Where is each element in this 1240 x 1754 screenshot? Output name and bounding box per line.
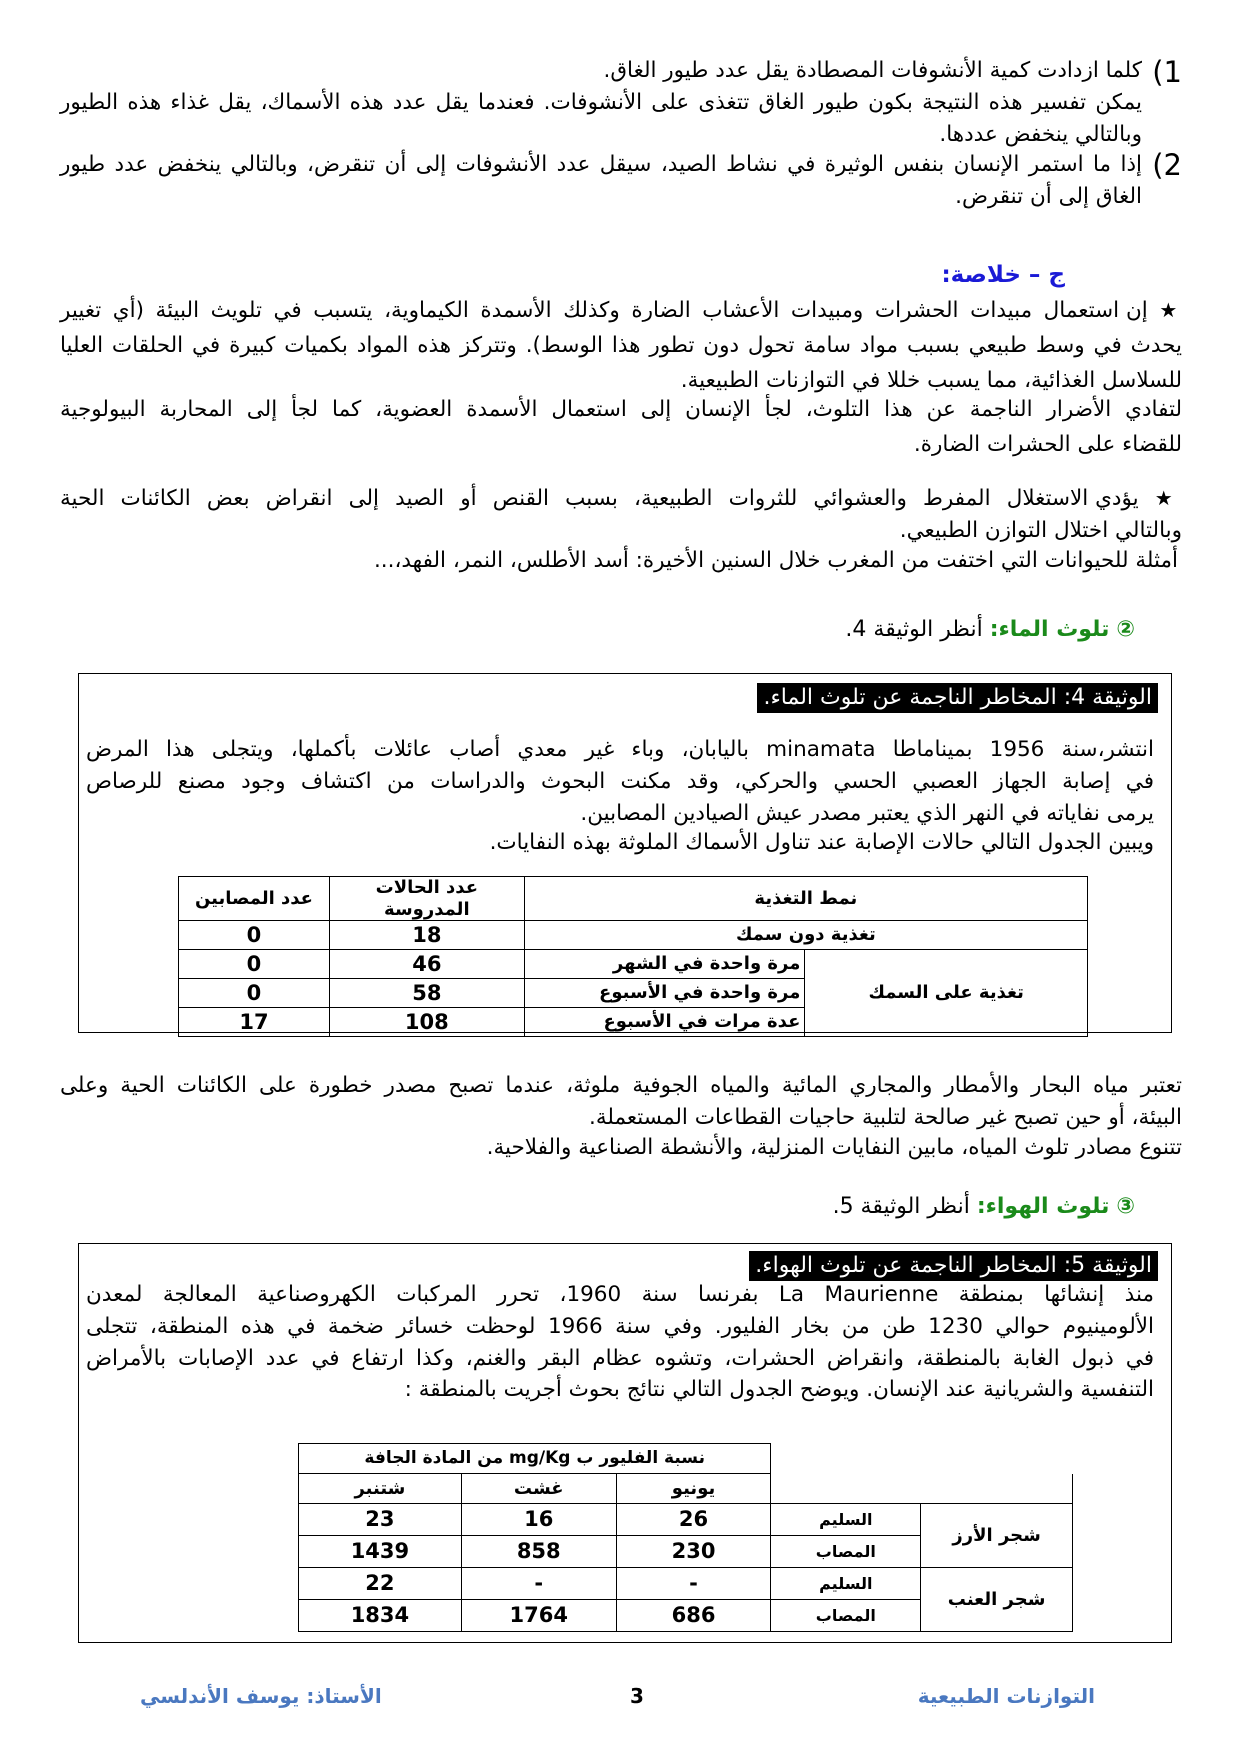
- text-line: وبالتالي اختلال التوازن الطبيعي.: [899, 517, 1182, 543]
- table-cell: شجر العنب: [921, 1568, 1073, 1632]
- text-line: البيئة، أو حين تصبح غير صالحة لتلبية حاجيات القطاعات المستعملة.: [589, 1104, 1182, 1130]
- section-title: تلوث الماء:: [989, 617, 1110, 642]
- text-line: لتفادي الأضرار الناجمة عن هذا التلوث، لجأ الإنسان إلى استعمال الأسمدة العضوية، كما لجأ إلى المحاربة البيولوجية: [60, 397, 1182, 423]
- table-header: عدد الحالات المدروسة: [329, 877, 524, 921]
- document-reference: أنظر الوثيقة 5.: [832, 1194, 970, 1219]
- text-line: يرمى نفاياته في النهر الذي يعتبر مصدر عيش الصيادين المصابين.: [580, 800, 1154, 826]
- table-cell: مرة واحدة في الأسبوع: [524, 979, 805, 1008]
- text-line: يحدث في وسط طبيعي بسبب مواد سامة تحول دون تطور هذا الوسط). وتتركز هذه المواد بكميات كبيرة في الحلقات العليا: [60, 332, 1182, 358]
- text-line: الغاق إلى أن تنقرض.: [955, 183, 1142, 209]
- item-number-1: 1): [1152, 55, 1182, 89]
- table-cell: المصاب: [771, 1600, 921, 1632]
- text-line: تتنوع مصادر تلوث المياه، مابين النفايات المنزلية، والأنشطة الصناعية والفلاحية.: [486, 1134, 1182, 1160]
- text-line: أمثلة للحيوانات التي اختفت من المغرب خلال السنين الأخيرة: أسد الأطلس، النمر، الفهد،...: [373, 547, 1178, 573]
- table-cell: 58: [329, 979, 524, 1008]
- text-line: إذا ما استمر الإنسان بنفس الوثيرة في نشاط الصيد، سيقل عدد الأنشوفات إلى أن تنقرض، وبالتالي ينخفض عدد طيور: [60, 152, 1142, 177]
- summary-paragraph-2: [60, 486, 1182, 573]
- item-number-2: 2): [1152, 148, 1182, 182]
- summary-heading: ج – خلاصة:: [941, 262, 1065, 288]
- table-header: عدد المصابين: [179, 877, 330, 921]
- text-line: يمكن تفسير هذه النتيجة بكون طيور الغاق تتغذى على الأنشوفات. فعندما يقل عدد هذه الأسماك، يقل غذاء هذه الطيور: [60, 89, 1142, 115]
- table-cell: 1834: [299, 1600, 462, 1632]
- document-4-title: الوثيقة 4: المخاطر الناجمة عن تلوث الماء.: [757, 683, 1158, 713]
- text-line: انتشر،سنة 1956 بميناماطا minamata باليابان، وباء غير معدي أصاب عائلات بأكملها، ويتجلى هذا المرض: [86, 737, 1154, 762]
- page-number: 3: [630, 1684, 644, 1708]
- table-header: يونيو: [616, 1474, 771, 1504]
- table-cell: 22: [299, 1568, 462, 1600]
- table-header: غشت: [461, 1474, 616, 1504]
- text-line: يؤدي الاستغلال المفرط والعشوائي للثروات الطبيعية، بسبب القنص أو الصيد إلى انقراض بعض الكائنات الحية: [60, 486, 1139, 511]
- text-line: كلما ازدادت كمية الأنشوفات المصطادة يقل عدد طيور الغاق.: [603, 58, 1142, 83]
- text-line: التنفسية والشريانية عند الإنسان. ويوضح الجدول التالي نتائج بحوث أجريت بالمنطقة :: [404, 1377, 1154, 1403]
- water-conclusion: [60, 1073, 1182, 1160]
- table-cell: السليم: [771, 1504, 921, 1536]
- document-reference: أنظر الوثيقة 4.: [845, 617, 983, 642]
- marker-3-icon: ③: [1116, 1194, 1135, 1219]
- footer-teacher-name: الأستاذ: يوسف الأندلسي: [140, 1684, 382, 1708]
- text-line: للسلاسل الغذائية، مما يسبب خللا في التوازنات الطبيعية.: [680, 367, 1182, 393]
- table-cell: 46: [329, 950, 524, 979]
- table-cell: 17: [179, 1008, 330, 1037]
- table-cell: 1439: [299, 1536, 462, 1568]
- table-cell: عدة مرات في الأسبوع: [524, 1008, 805, 1037]
- table-cell: 0: [179, 921, 330, 950]
- table-cell: السليم: [771, 1568, 921, 1600]
- table-cell: 18: [329, 921, 524, 950]
- section-title: تلوث الهواء:: [976, 1194, 1110, 1219]
- table-cell: 686: [616, 1600, 771, 1632]
- table-cell: 23: [299, 1504, 462, 1536]
- air-results-table: [298, 1443, 1073, 1632]
- text-line: منذ إنشائها بمنطقة La Maurienne بفرنسا سنة 1960، تحرر المركبات الكهروصناعية المعالجة لمعدن: [86, 1282, 1154, 1307]
- text-line: وبالتالي ينخفض عددها.: [939, 121, 1142, 147]
- table-cell: -: [616, 1568, 771, 1600]
- table-cell: 858: [461, 1536, 616, 1568]
- table-cell: تغذية على السمك: [805, 950, 1088, 1037]
- document-5-title: الوثيقة 5: المخاطر الناجمة عن تلوث الهواء.: [749, 1251, 1158, 1281]
- table-header: شتنبر: [299, 1474, 462, 1504]
- table-cell: 108: [329, 1008, 524, 1037]
- table-cell: 16: [461, 1504, 616, 1536]
- table-cell: -: [461, 1568, 616, 1600]
- table-cell: المصاب: [771, 1536, 921, 1568]
- text-line: في ذبول الغابة بالمنطقة، وانقراض الحشرات، وتشوه عظام البقر والغنم، وكذا ارتفاع في عدد الإصابات بالأمراض: [86, 1345, 1154, 1371]
- table-cell: 0: [179, 979, 330, 1008]
- water-results-table: [178, 876, 1088, 1037]
- table-cell: مرة واحدة في الشهر: [524, 950, 805, 979]
- table-cell: 0: [179, 950, 330, 979]
- table-cell: شجر الأرز: [921, 1504, 1073, 1568]
- star-icon: ★: [1154, 486, 1182, 510]
- text-line: إن استعمال مبيدات الحشرات ومبيدات الأعشاب الضارة وكذلك الأسمدة الكيماوية، يتسبب في تلويث البيئة (أي تغيير: [60, 298, 1148, 323]
- text-line: تعتبر مياه البحار والأمطار والمجاري المائية والمياه الجوفية ملوثة، عندما تصبح مصدر خطورة على الكائنات الحية وعلى: [60, 1073, 1182, 1098]
- document-4-text: [86, 737, 1154, 856]
- table-cell: 1764: [461, 1600, 616, 1632]
- footer-course-title: التوازنات الطبيعية: [917, 1684, 1095, 1708]
- water-heading: [60, 617, 1135, 643]
- star-icon: ★: [1159, 298, 1183, 322]
- text-line: الألومينيوم حوالي 1230 طن من بخار الفليور. وفي سنة 1966 لوحظت خسائر ضخمة في هذه المنطقة، تتجلى: [86, 1313, 1154, 1339]
- table-header: نسبة الفليور ب mg/Kg من المادة الجافة: [299, 1444, 771, 1474]
- table-cell: 230: [616, 1536, 771, 1568]
- summary-paragraph-1: [60, 298, 1182, 458]
- marker-2-icon: ②: [1116, 617, 1135, 642]
- answer-2: [60, 152, 1142, 210]
- text-line: في إصابة الجهاز العصبي الحسي والحركي، وقد مكنت البحوث والدراسات من اكتشاف وجود مصنع للرصاص: [86, 768, 1154, 794]
- text-line: للقضاء على الحشرات الضارة.: [913, 432, 1182, 458]
- table-cell: 26: [616, 1504, 771, 1536]
- text-line: ويبين الجدول التالي حالات الإصابة عند تناول الأسماك الملوثة بهذه النفايات.: [489, 830, 1154, 856]
- air-heading: [60, 1194, 1135, 1220]
- table-header: نمط التغذية: [524, 877, 1087, 921]
- document-5-text: [86, 1282, 1154, 1403]
- answer-1: [60, 58, 1142, 147]
- table-cell: تغذية دون سمك: [524, 921, 1087, 950]
